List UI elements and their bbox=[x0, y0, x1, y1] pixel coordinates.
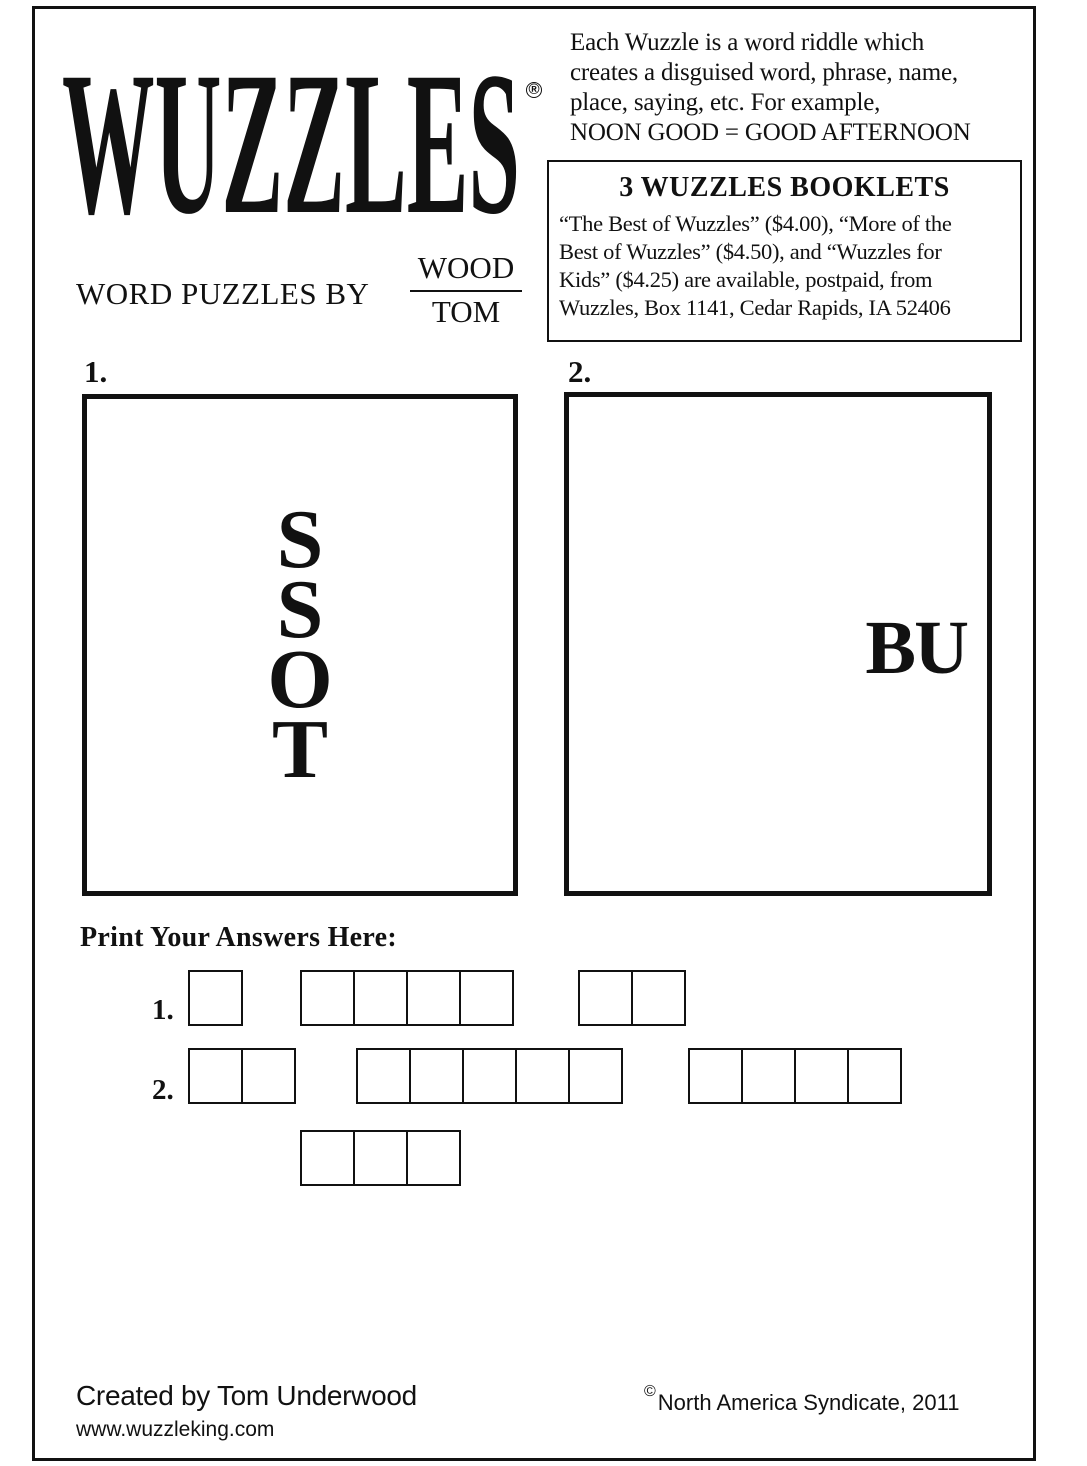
answer-2-word-2 bbox=[356, 1048, 623, 1104]
booklets-line: Kids” ($4.25) are available, postpaid, from bbox=[559, 267, 933, 292]
creator-credit: Created by Tom Underwood bbox=[76, 1380, 417, 1411]
website-link[interactable]: www.wuzzleking.com bbox=[76, 1418, 275, 1441]
puzzle-letter: S bbox=[276, 493, 324, 586]
puzzle-1-letters bbox=[265, 493, 335, 796]
answer-2-label: 2. bbox=[152, 1074, 174, 1106]
answer-1-word-1 bbox=[188, 970, 243, 1026]
answer-letter-box[interactable] bbox=[406, 970, 461, 1026]
answer-1-word-2 bbox=[300, 970, 514, 1026]
answer-letter-box[interactable] bbox=[459, 970, 514, 1026]
puzzle-1-panel bbox=[82, 394, 518, 896]
copyright-text: North America Syndicate, 2011 bbox=[657, 1390, 960, 1415]
answer-letter-box[interactable] bbox=[578, 970, 633, 1026]
answer-letter-box[interactable] bbox=[406, 1130, 461, 1186]
puzzle-letter: S bbox=[276, 563, 324, 656]
answer-letter-box[interactable] bbox=[515, 1048, 570, 1104]
answer-letter-box[interactable] bbox=[568, 1048, 623, 1104]
puzzle-2-number: 2. bbox=[568, 354, 592, 389]
answer-letter-box[interactable] bbox=[188, 970, 243, 1026]
footer-copyright bbox=[644, 1383, 960, 1416]
intro-example: NOON GOOD = GOOD AFTERNOON bbox=[570, 119, 971, 146]
booklets-heading: 3 WUZZLES BOOKLETS bbox=[619, 172, 950, 203]
author-fraction bbox=[408, 248, 524, 332]
answer-letter-box[interactable] bbox=[241, 1048, 296, 1104]
answers-title: Print Your Answers Here: bbox=[80, 922, 397, 953]
answer-letter-box[interactable] bbox=[794, 1048, 849, 1104]
puzzle-1-number: 1. bbox=[84, 354, 108, 389]
answer-letter-box[interactable] bbox=[300, 970, 355, 1026]
answer-letter-box[interactable] bbox=[741, 1048, 796, 1104]
intro-line: place, saying, etc. For example, bbox=[570, 89, 881, 116]
booklets-line: Wuzzles, Box 1141, Cedar Rapids, IA 52406 bbox=[559, 295, 951, 320]
answer-2-word-3 bbox=[688, 1048, 902, 1104]
answer-letter-box[interactable] bbox=[462, 1048, 517, 1104]
puzzle-2-text: BU bbox=[865, 606, 967, 690]
answer-2-word-4 bbox=[300, 1130, 461, 1186]
answer-1-word-3 bbox=[578, 970, 686, 1026]
copyright-symbol: © bbox=[644, 1383, 656, 1400]
puzzle-letter: T bbox=[271, 703, 329, 796]
answer-letter-box[interactable] bbox=[353, 970, 408, 1026]
booklets-line: Best of Wuzzles” ($4.50), and “Wuzzles for bbox=[559, 239, 942, 264]
logo-text: WUZZLES bbox=[62, 52, 520, 227]
booklets-body bbox=[549, 204, 1020, 322]
registered-mark: ® bbox=[526, 82, 542, 98]
intro-line: creates a disguised word, phrase, name, bbox=[570, 59, 958, 86]
author-top: WOOD bbox=[417, 250, 515, 285]
answer-letter-box[interactable] bbox=[188, 1048, 243, 1104]
answer-letter-box[interactable] bbox=[356, 1048, 411, 1104]
answer-letter-box[interactable] bbox=[631, 970, 686, 1026]
puzzle-2-panel bbox=[564, 392, 992, 896]
answer-letter-box[interactable] bbox=[688, 1048, 743, 1104]
author-bottom: TOM bbox=[431, 294, 501, 329]
intro-line: Each Wuzzle is a word riddle which bbox=[570, 29, 925, 56]
answer-letter-box[interactable] bbox=[409, 1048, 464, 1104]
answer-letter-box[interactable] bbox=[300, 1130, 355, 1186]
puzzle-letter: O bbox=[267, 633, 333, 726]
answer-letter-box[interactable] bbox=[847, 1048, 902, 1104]
booklets-box bbox=[547, 160, 1022, 342]
answer-2-word-1 bbox=[188, 1048, 296, 1104]
booklets-line: “The Best of Wuzzles” ($4.00), “More of the bbox=[559, 211, 952, 236]
wuzzles-logo bbox=[62, 52, 522, 227]
byline: WORD PUZZLES BY bbox=[76, 276, 370, 311]
intro-text bbox=[570, 28, 1030, 148]
footer-credits bbox=[76, 1380, 417, 1442]
answer-1-label: 1. bbox=[152, 994, 174, 1026]
answer-letter-box[interactable] bbox=[353, 1130, 408, 1186]
